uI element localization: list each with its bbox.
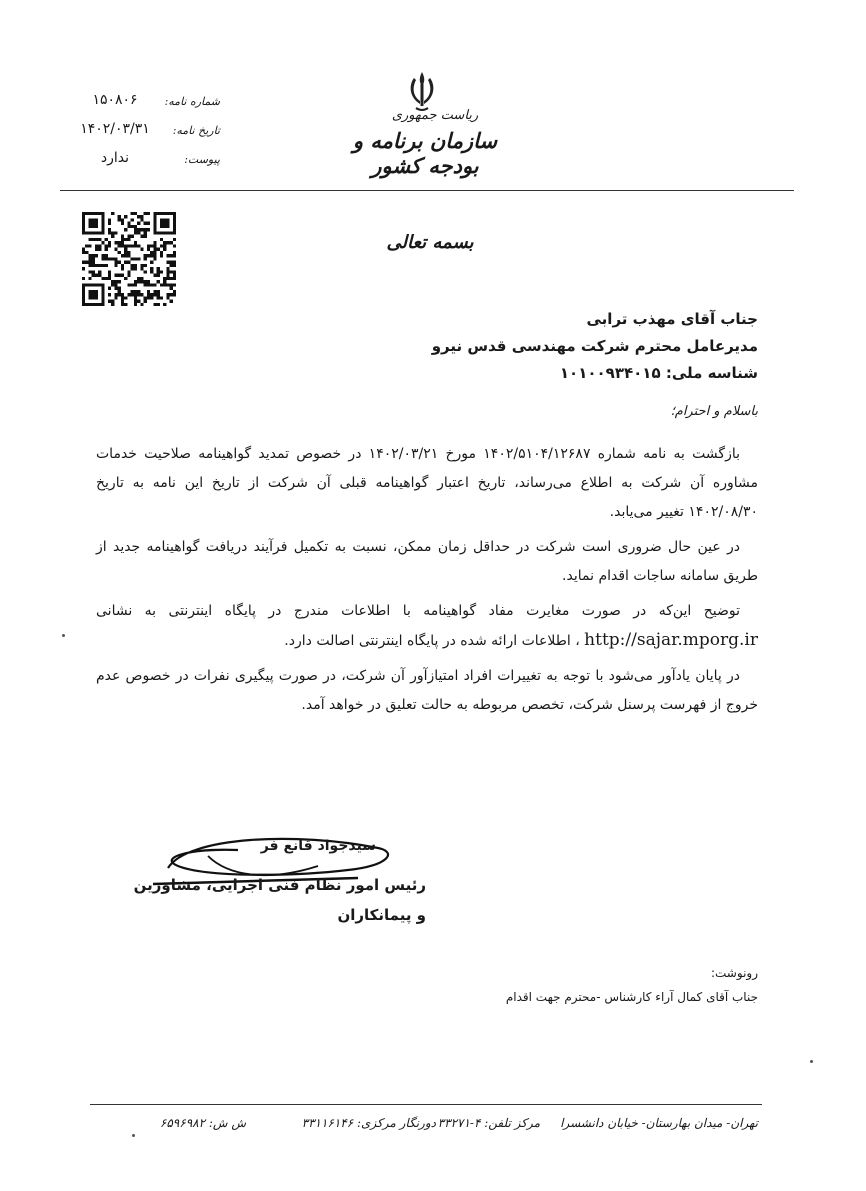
body-paragraph-3-start: توضیح این‌که در صورت مغایرت مفاد گواهینامه با اطلاعات مندرج در پایگاه اینترنتی به نشانی [96,603,740,619]
footer-divider [90,1104,762,1105]
body-paragraph-4: در پایان یادآور می‌شود با توجه به تغییرات افراد امتیازآور آن شرکت، در صورت پیگیری نفرات در خصوص عدم خروج از فهرست پرسنل شرکت، تخصص مربوطه به حالت تعلیق در خواهد آمد. [96,668,758,713]
recipient-block [338,306,758,387]
attachment-label: پیوست: [184,153,220,166]
letter-body [96,440,758,726]
body-paragraph-1: بازگشت به نامه شماره ۱۴۰۲/۵۱۰۴/۱۲۶۸۷ مورخ ۱۴۰۲/۰۳/۲۱ در خصوص تمدید گواهینامه صلاحیت خدمات مشاوره آن شرکت به اطلاع می‌رساند، تاریخ اعتبار گواهینامه قبلی آن شرکت از تاریخ این نامه به تاریخ ۱۴۰۲/۰۸/۳۰ تغییر می‌یابد. [96,446,758,520]
signer-title [106,870,426,930]
header-divider [60,190,794,191]
body-paragraph-2: در عین حال ضروری است شرکت در حداقل زمان ممکن، نسبت به تکمیل فرآیند دریافت گواهینامه جدید از طریق سامانه ساجات اقدام نماید. [96,539,758,584]
footer-fax: دورنگار مرکزی: ۳۳۱۱۶۱۴۶ [301,1116,436,1130]
qr-code-icon [82,212,176,306]
cc-recipient: جناب آقای کمال آراء کارشناس -محترم جهت اقدام [505,990,758,1004]
attachment-value: ندارد [100,150,130,166]
recipient-name: جناب آقای مهذب ترابی [586,310,758,328]
presidency-label: ریاست جمهوری [391,108,479,123]
letter-number-label: شماره نامه: [164,95,220,108]
letter-date-value: ۱۴۰۲/۰۳/۳۱ [80,121,150,137]
footer-address: تهران- میدان بهارستان- خیابان دانشسرا [560,1116,758,1130]
cc-label: رونوشت: [710,966,758,980]
letter-number-row [70,92,220,114]
recipient-title: مدیرعامل محترم شرکت مهندسی قدس نیرو [431,337,758,355]
footer-postal: ش ش: ۶۵۹۶۹۸۲ [159,1116,246,1130]
scan-speck [132,1134,135,1137]
scan-speck [810,1060,813,1063]
basmala: بسمه تعالی [386,232,474,253]
sajar-url-link[interactable]: http://sajar.mporg.ir [584,630,758,650]
signer-name: سیدجواد قانع فر [260,838,376,854]
body-paragraph-3 [96,597,758,656]
attachment-row [70,150,220,172]
letter-date-label: تاریخ نامه: [172,124,220,137]
organization-name: سازمان برنامه و بودجه کشور [352,128,498,178]
letter-number-value: ۱۵۰۸۰۶ [92,92,138,108]
salutation: باسلام و احترام؛ [670,404,758,419]
letter-date-row [70,121,220,143]
scan-speck [62,634,65,637]
recipient-national-id: شناسه ملی: ۱۰۱۰۰۹۳۴۰۱۵ [559,364,758,382]
signer-title-line-1: رئیس امور نظام فنی اجرایی، مشاورین [133,876,426,894]
signer-title-line-2: و پیمانکاران [337,906,426,924]
body-paragraph-3-end: ، اطلاعات ارائه شده در پایگاه اینترنتی اصالت دارد. [284,633,580,649]
footer-phone: مرکز تلفن: ۴-۳۳۲۷۱ [437,1116,540,1130]
